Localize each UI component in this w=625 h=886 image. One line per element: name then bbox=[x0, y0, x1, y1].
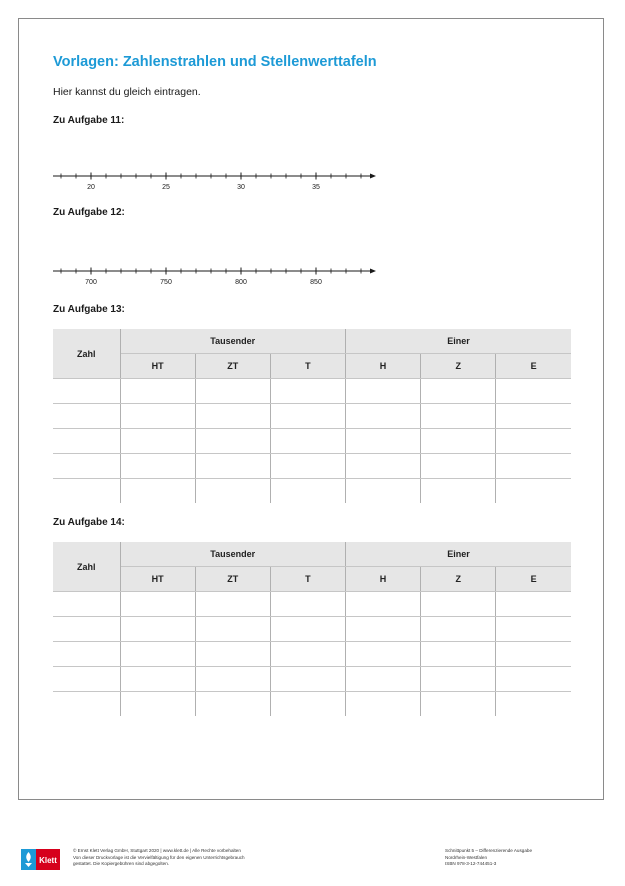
table-cell[interactable] bbox=[421, 379, 496, 404]
table-cell[interactable] bbox=[270, 379, 345, 404]
table-cell[interactable] bbox=[270, 617, 345, 642]
place-value-table-13 bbox=[53, 329, 571, 503]
header-zahl: Zahl bbox=[53, 542, 120, 592]
footer-copyright bbox=[73, 848, 245, 868]
header-zt: ZT bbox=[195, 354, 270, 379]
table-cell[interactable] bbox=[496, 404, 571, 429]
header-einer: Einer bbox=[345, 542, 571, 567]
table-cell[interactable] bbox=[120, 429, 195, 454]
tick-label-35: 35 bbox=[312, 184, 320, 191]
table-cell[interactable] bbox=[270, 667, 345, 692]
table-cell[interactable] bbox=[53, 667, 120, 692]
table-row bbox=[53, 667, 571, 692]
table-cell[interactable] bbox=[496, 617, 571, 642]
header-h: H bbox=[345, 354, 420, 379]
table-cell[interactable] bbox=[53, 642, 120, 667]
table-cell[interactable] bbox=[120, 479, 195, 504]
header-e: E bbox=[496, 354, 571, 379]
table-cell[interactable] bbox=[345, 379, 420, 404]
table-row bbox=[53, 692, 571, 717]
table-row bbox=[53, 429, 571, 454]
page-title: Vorlagen: Zahlenstrahlen und Stellenwerttafeln bbox=[53, 54, 377, 70]
heading-aufgabe-14: Zu Aufgabe 14: bbox=[53, 517, 125, 528]
table-cell[interactable] bbox=[195, 592, 270, 617]
axis-arrow-icon bbox=[370, 174, 376, 179]
table-cell[interactable] bbox=[496, 642, 571, 667]
table-row bbox=[53, 404, 571, 429]
header-tausender: Tausender bbox=[120, 329, 345, 354]
tick-label-20: 20 bbox=[87, 184, 95, 191]
table-cell[interactable] bbox=[53, 454, 120, 479]
table-cell[interactable] bbox=[496, 692, 571, 717]
table-cell[interactable] bbox=[345, 617, 420, 642]
table-cell[interactable] bbox=[345, 429, 420, 454]
header-h: H bbox=[345, 567, 420, 592]
table-cell[interactable] bbox=[195, 379, 270, 404]
table-cell[interactable] bbox=[53, 479, 120, 504]
place-value-table-14 bbox=[53, 542, 571, 716]
tick-label-30: 30 bbox=[237, 184, 245, 191]
axis-arrow-icon bbox=[370, 269, 376, 274]
table-cell[interactable] bbox=[120, 642, 195, 667]
footer-line: Schnittpunkt 5 – Differenzierende Ausgabe bbox=[445, 848, 533, 853]
tick-label-850: 850 bbox=[310, 279, 322, 286]
table-cell[interactable] bbox=[120, 667, 195, 692]
table-cell[interactable] bbox=[120, 454, 195, 479]
header-tausender: Tausender bbox=[120, 542, 345, 567]
table-row bbox=[53, 642, 571, 667]
header-z: Z bbox=[421, 567, 496, 592]
header-z: Z bbox=[421, 354, 496, 379]
table-cell[interactable] bbox=[53, 592, 120, 617]
table-cell[interactable] bbox=[496, 479, 571, 504]
table-cell[interactable] bbox=[345, 667, 420, 692]
table-cell[interactable] bbox=[345, 592, 420, 617]
table-cell[interactable] bbox=[270, 454, 345, 479]
footer-line: Von dieser Druckvorlage ist die Vervielfältigung für den eigenen Unterrichtsgebrauch bbox=[73, 854, 245, 860]
footer-line: gestattet. Die Kopiergebühren sind abgegolten. bbox=[73, 861, 170, 866]
footer-line: © Ernst Klett Verlag GmbH, Stuttgart 2020 | www.klett.de | Alle Rechte vorbehalten bbox=[73, 848, 241, 853]
table-cell[interactable] bbox=[195, 692, 270, 717]
table-cell[interactable] bbox=[496, 667, 571, 692]
table-cell[interactable] bbox=[195, 479, 270, 504]
table-cell[interactable] bbox=[120, 617, 195, 642]
table-cell[interactable] bbox=[270, 692, 345, 717]
table-cell[interactable] bbox=[496, 454, 571, 479]
table-cell[interactable] bbox=[53, 692, 120, 717]
table-cell[interactable] bbox=[421, 454, 496, 479]
intro-text: Hier kannst du gleich eintragen. bbox=[53, 86, 201, 98]
table-cell[interactable] bbox=[421, 479, 496, 504]
tick-label-800: 800 bbox=[235, 279, 247, 286]
table-cell[interactable] bbox=[195, 642, 270, 667]
number-line-aufgabe-11 bbox=[50, 165, 380, 195]
table-cell[interactable] bbox=[496, 429, 571, 454]
table-cell[interactable] bbox=[53, 404, 120, 429]
header-zt: ZT bbox=[195, 567, 270, 592]
table-cell[interactable] bbox=[195, 667, 270, 692]
header-ht: HT bbox=[120, 354, 195, 379]
table-cell[interactable] bbox=[53, 617, 120, 642]
table-row bbox=[53, 379, 571, 404]
table-cell[interactable] bbox=[270, 592, 345, 617]
table-cell[interactable] bbox=[421, 692, 496, 717]
header-zahl: Zahl bbox=[53, 329, 120, 379]
table-row bbox=[53, 617, 571, 642]
tick-label-700: 700 bbox=[85, 279, 97, 286]
table-cell[interactable] bbox=[53, 379, 120, 404]
table-cell[interactable] bbox=[120, 379, 195, 404]
table-cell[interactable] bbox=[345, 404, 420, 429]
table-cell[interactable] bbox=[195, 454, 270, 479]
table-cell[interactable] bbox=[421, 667, 496, 692]
table-cell[interactable] bbox=[120, 404, 195, 429]
footer-line: ISBN 978-3-12-744451-3 bbox=[445, 861, 497, 866]
table-cell[interactable] bbox=[270, 404, 345, 429]
heading-aufgabe-13: Zu Aufgabe 13: bbox=[53, 304, 125, 315]
table-cell[interactable] bbox=[53, 429, 120, 454]
tick-label-25: 25 bbox=[162, 184, 170, 191]
header-einer: Einer bbox=[345, 329, 571, 354]
table-cell[interactable] bbox=[345, 642, 420, 667]
table-row bbox=[53, 592, 571, 617]
table-cell[interactable] bbox=[345, 692, 420, 717]
table-cell[interactable] bbox=[195, 404, 270, 429]
table-cell[interactable] bbox=[195, 429, 270, 454]
header-t: T bbox=[270, 567, 345, 592]
footer-line: Nordrhein-Westfalen bbox=[445, 854, 488, 860]
table-cell[interactable] bbox=[120, 692, 195, 717]
table-cell[interactable] bbox=[421, 642, 496, 667]
heading-aufgabe-11: Zu Aufgabe 11: bbox=[53, 115, 125, 126]
number-line-aufgabe-12 bbox=[50, 260, 380, 290]
table-cell[interactable] bbox=[345, 479, 420, 504]
table-row bbox=[53, 454, 571, 479]
header-ht: HT bbox=[120, 567, 195, 592]
table-cell[interactable] bbox=[120, 592, 195, 617]
header-t: T bbox=[270, 354, 345, 379]
table-cell[interactable] bbox=[270, 429, 345, 454]
table-cell[interactable] bbox=[496, 379, 571, 404]
table-cell[interactable] bbox=[421, 617, 496, 642]
table-row bbox=[53, 479, 571, 504]
klett-logo bbox=[21, 849, 60, 870]
table-cell[interactable] bbox=[345, 454, 420, 479]
tick-label-750: 750 bbox=[160, 279, 172, 286]
svg-text:Klett: Klett bbox=[39, 856, 57, 865]
heading-aufgabe-12: Zu Aufgabe 12: bbox=[53, 207, 125, 218]
table-cell[interactable] bbox=[195, 617, 270, 642]
footer-book-info bbox=[445, 848, 532, 868]
header-e: E bbox=[496, 567, 571, 592]
table-cell[interactable] bbox=[270, 479, 345, 504]
table-cell[interactable] bbox=[421, 592, 496, 617]
table-cell[interactable] bbox=[270, 642, 345, 667]
table-cell[interactable] bbox=[496, 592, 571, 617]
table-cell[interactable] bbox=[421, 429, 496, 454]
table-cell[interactable] bbox=[421, 404, 496, 429]
